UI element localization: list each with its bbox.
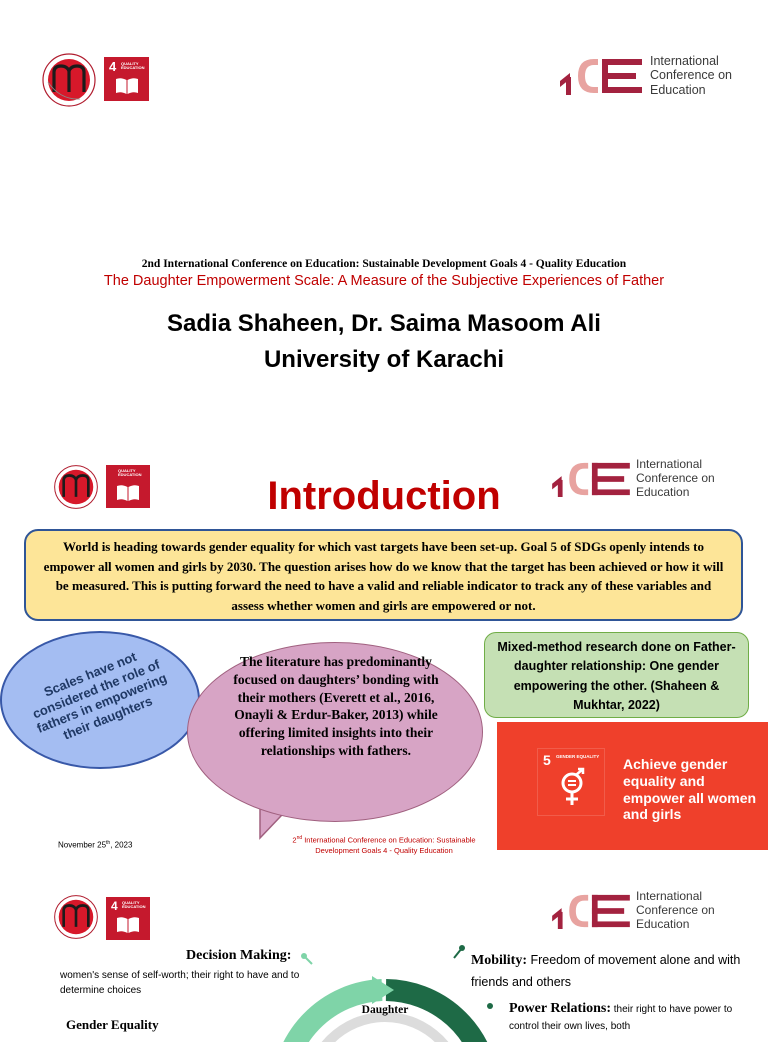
sdg4-logo: 4 QUALITY EDUCATION	[106, 897, 150, 940]
sdg4-logo: QUALITY EDUCATION	[106, 465, 150, 508]
ice-logo	[558, 54, 732, 97]
introduction-title: Introduction	[267, 474, 501, 518]
sdg5-text: Achieve gender equality and empower all women and girls	[623, 756, 757, 823]
power-relations-text: Power Relations: their right to have power to control their own lives, both	[509, 1001, 733, 1032]
sdg5-banner	[497, 722, 768, 850]
book-icon	[114, 77, 140, 95]
literature-bubble	[187, 642, 483, 822]
decision-making-desc: women's sense of self-worth; their right to have and to determine choices	[60, 970, 300, 996]
introduction-slide	[0, 446, 768, 866]
university-logo	[40, 52, 98, 108]
title-slide	[0, 0, 768, 440]
ice-mark-icon	[558, 57, 644, 95]
book-icon	[115, 916, 141, 934]
presentation-date: November 25th, 2023	[58, 840, 133, 850]
bubble-tail-mask	[258, 794, 300, 808]
mobility-text: Mobility: Freedom of movement alone and with friends and others	[471, 953, 741, 990]
ice-mark-icon	[550, 893, 632, 929]
conference-name: 2nd International Conference on Education: Sustainable Development Goals 4 - Quality Education	[141, 258, 627, 270]
ice-text: International Conference on Education	[650, 54, 733, 97]
scales-text: Scales have not considered the role of fathers in empowering their daughters	[30, 648, 169, 743]
literature-text: The literature has predominantly focused on daughters’ bonding with their mothers (Everett et al., 2016, Onayli & Erdur-Baker, 2013) while offering limited insights into their relationships with fathers.	[233, 654, 439, 759]
decision-making-title: Decision Making:	[186, 948, 292, 963]
mixed-method-box: Mixed-method research done on Father-daughter relationship: One gender empowering the other. (Shaheen & Mukhtar, 2022)	[484, 632, 749, 718]
scales-ellipse	[0, 631, 200, 769]
university-logo	[52, 894, 100, 940]
ice-text: International Conference on Education	[636, 889, 715, 931]
sdg5-icon-tile: 5 GENDER EQUALITY	[537, 748, 605, 816]
dimensions-slide	[0, 872, 768, 1032]
gender-equality-icon	[558, 769, 586, 809]
cycle-center-label: Daughter	[361, 1004, 409, 1016]
gender-equality-label: Gender Equality	[66, 1017, 159, 1032]
paper-title: The Daughter Empowerment Scale: A Measure of the Subjective Experiences of Father	[103, 273, 665, 289]
intro-text-box: World is heading towards gender equality for which vast targets have been set-up. Goal 5 of SDGs openly intends to empower all women and girls by 2030. The question arises how do we know that the target has been achieved or how it will be measured. This is putting forward the need to have a valid and reliable indicator to track any of these variables and assess whether women and girls are empowered or not.	[24, 529, 743, 621]
ice-text: International Conference on Education	[636, 457, 715, 499]
authors: Sadia Shaheen, Dr. Saima Masoom Ali	[167, 310, 601, 337]
university-name: University of Karachi	[263, 346, 505, 373]
sdg4-logo: 4 QUALITY EDUCATION	[104, 57, 149, 101]
ice-logo	[550, 890, 715, 931]
footer-conference: 2nd International Conference on Education: Sustainable Development Goals 4 - Quality Education	[292, 835, 476, 855]
